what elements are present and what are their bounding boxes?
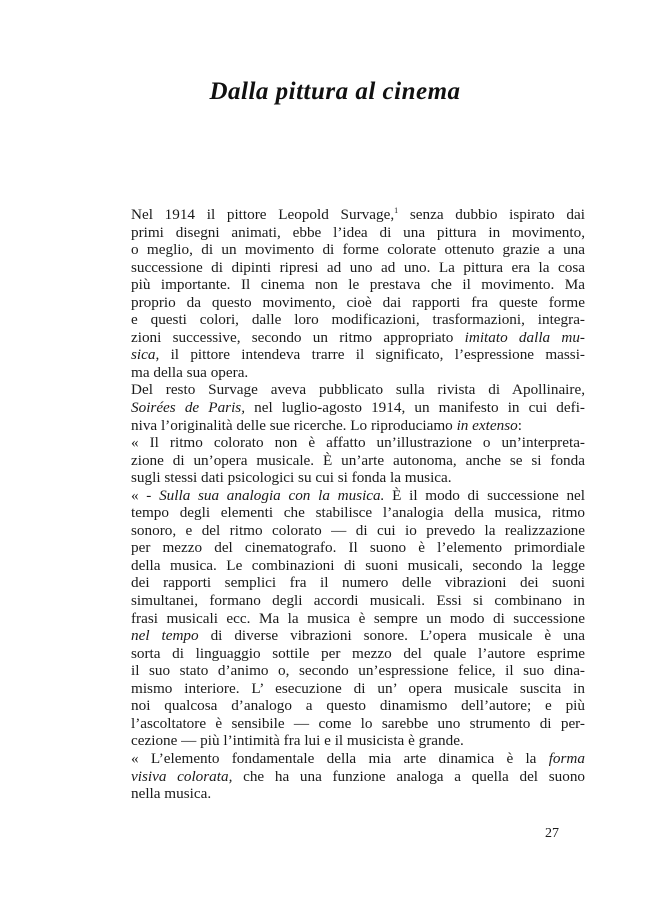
text-segment: sonoro, e del ritmo colorato — di cui io prevedo la realizzazione: [131, 521, 585, 539]
text-line: [131, 417, 585, 435]
text-segment: simultanei, formano degli accordi musicali. Essi si combinano in: [131, 592, 585, 610]
text-line: [131, 610, 585, 628]
text-line: [131, 504, 585, 522]
italic-text: forma: [548, 749, 585, 767]
page-number: 27: [545, 826, 559, 841]
text-segment: più importante. Il cinema non le prestava che il movimento. Ma: [131, 276, 585, 294]
text-segment: della musica. Le combinazioni di suoni musicali, secondo la legge: [131, 556, 585, 574]
text-segment: « Il ritmo colorato non è affatto un’illustrazione o un’interpreta-: [131, 434, 585, 452]
italic-text: Soirées de Paris,: [131, 399, 245, 417]
text-segment: « -: [131, 486, 160, 504]
text-line: [131, 434, 585, 452]
italic-text: nel tempo: [131, 627, 199, 645]
text-line: [131, 662, 585, 680]
text-segment: dei rapporti semplici fra il numero delle vibrazioni dei suoni: [131, 574, 585, 592]
text-segment: e questi colori, dalle loro modificazioni, trasformazioni, integra-: [131, 311, 585, 329]
text-segment: ma della sua opera.: [131, 363, 249, 381]
text-segment: È il modo di successione nel: [384, 486, 586, 504]
text-segment: sugli stessi dati psicologici su cui si fonda la musica.: [131, 469, 452, 487]
text-segment: cezione — più l’intimità fra lui e il musicista è grande.: [131, 732, 464, 750]
italic-text: sica,: [131, 346, 160, 364]
text-line: [131, 487, 585, 505]
text-segment: successione di dipinti ripresi ad uno ad uno. La pittura era la cosa: [131, 258, 585, 276]
text-segment: « L’elemento fondamentale della mia arte dinamica è la: [131, 749, 549, 767]
text-segment: il pittore intendeva trarre il significato, l’espressione massi-: [159, 346, 585, 364]
text-segment: senza dubbio ispirato dai: [398, 206, 585, 223]
italic-text: in extenso: [456, 416, 518, 434]
text-segment: nella musica.: [131, 785, 212, 803]
text-line: [131, 539, 585, 557]
text-segment: niva l’originalità delle sue ricerche. Lo riproduciamo: [131, 416, 457, 434]
text-line: [131, 645, 585, 663]
page-title: Dalla pittura al cinema: [209, 78, 461, 105]
text-segment: nel luglio-agosto 1914, un manifesto in cui defi-: [245, 399, 585, 417]
text-segment: :: [517, 416, 522, 434]
text-segment: zione di un’opera musicale. È un’arte autonoma, anche se si fonda: [131, 451, 585, 469]
text-segment: zioni successive, secondo un ritmo appropriato: [131, 328, 465, 346]
text-segment: sorta di linguaggio sottile per mezzo del quale l’autore esprime: [131, 644, 585, 662]
text-segment: il suo stato d’animo o, secondo un’espressione felice, il suo dina-: [131, 662, 585, 680]
text-segment: noi qualcosa d’analogo a questo dinamismo dell’autore; e più: [131, 697, 585, 715]
text-line: [131, 311, 585, 329]
text-line: [131, 469, 585, 487]
text-segment: di diverse vibrazioni sonore. L’opera musicale è una: [198, 627, 585, 645]
text-line: [131, 522, 585, 540]
text-line: [131, 364, 585, 382]
text-line: [131, 750, 585, 768]
body-text: [131, 206, 585, 803]
text-line: [131, 697, 585, 715]
text-line: [131, 680, 585, 698]
text-segment: frasi musicali ecc. Ma la musica è sempre un modo di successione: [131, 609, 585, 627]
text-line: [131, 399, 585, 417]
text-segment: proprio da questo movimento, cioè dai rapporti fra queste forme: [131, 293, 585, 311]
text-line: [131, 715, 585, 733]
text-segment: per mezzo del cinematografo. Il suono è l’elemento primordiale: [131, 539, 585, 557]
text-line: [131, 294, 585, 312]
text-line: [131, 259, 585, 277]
text-line: [131, 592, 585, 610]
text-segment: Del resto Survage aveva pubblicato sulla rivista di Apollinaire,: [131, 381, 585, 399]
text-line: [131, 627, 585, 645]
italic-text: visiva colorata,: [131, 767, 233, 785]
text-line: [131, 381, 585, 399]
text-line: [131, 224, 585, 242]
text-line: [131, 574, 585, 592]
text-segment: Nel 1914 il pittore Leopold Survage,: [131, 206, 395, 223]
text-line: [131, 557, 585, 575]
text-line: [131, 241, 585, 259]
text-segment: l’ascoltatore è sensibile — come lo sarebbe uno strumento di per-: [131, 714, 585, 732]
italic-text: Sulla sua analogia con la musica.: [159, 486, 385, 504]
text-segment: mismo interiore. L’ esecuzione di un’ opera musicale suscita in: [131, 679, 585, 697]
text-line: [131, 329, 585, 347]
text-line: [131, 452, 585, 470]
text-segment: tempo degli elementi che stabilisce l’analogia della musica, ritmo: [131, 504, 585, 522]
text-segment: o meglio, di un movimento di forme colorate ottenuto grazie a una: [131, 241, 585, 259]
text-line: [131, 732, 585, 750]
text-segment: primi disegni animati, ebbe l’idea di una pittura in movimento,: [131, 223, 585, 241]
footnote-marker: 1: [394, 206, 399, 215]
text-line: [131, 206, 585, 224]
text-line: [131, 785, 585, 803]
text-segment: che ha una funzione analoga a quella del suono: [232, 767, 586, 785]
text-line: [131, 768, 585, 786]
text-line: [131, 276, 585, 294]
italic-text: imitato dalla mu-: [464, 328, 585, 346]
text-line: [131, 346, 585, 364]
